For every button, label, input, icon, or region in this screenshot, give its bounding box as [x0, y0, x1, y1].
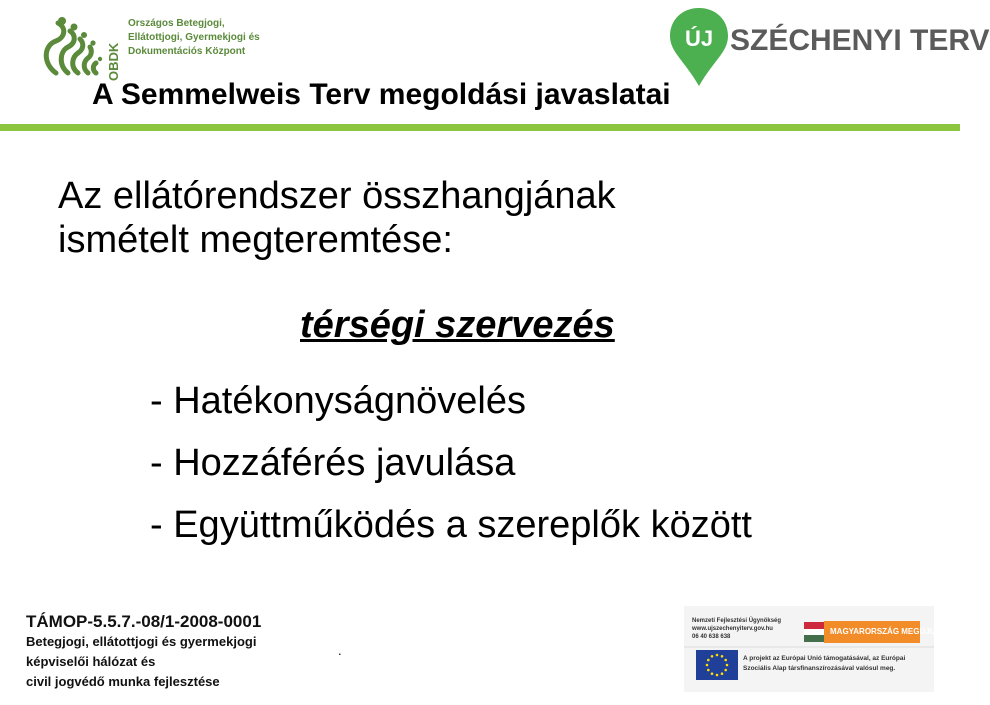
highlight-heading: térségi szervezés [300, 304, 615, 346]
lead-line: ismételt megteremtése: [58, 219, 453, 261]
uj-badge-icon [668, 6, 730, 88]
project-line: Betegjogi, ellátottjogi és gyermekjogi [26, 634, 257, 649]
eu-line: A projekt az Európai Unió támogatásával, az Európai [743, 655, 906, 662]
agency-line: www.ujszechenyiterv.gov.hu [692, 626, 773, 632]
project-info [26, 612, 261, 692]
obdk-line: Ellátottjogi, Gyermekjogi és [128, 32, 260, 43]
szechenyi-terv-text: SZÉCHENYI TERV [730, 24, 990, 57]
uj-badge-text: ÚJ [684, 26, 714, 51]
obdk-name [128, 17, 260, 59]
project-line: képviselői hálózat és [26, 654, 156, 669]
footer-dot: . [338, 643, 342, 658]
agency-line: 06 40 638 638 [692, 634, 731, 640]
eu-funding-text [743, 654, 905, 674]
eu-flag-icon [696, 650, 738, 680]
title-divider [0, 124, 960, 131]
obdk-acronym: OBDK [106, 42, 121, 81]
lead-text [58, 174, 918, 262]
renewal-banner-text: MAGYARORSZÁG MEGÚJUL [830, 627, 941, 636]
project-code: TÁMOP-5.5.7.-08/1-2008-0001 [26, 612, 262, 631]
lead-line: Az ellátórendszer összhangjának [58, 175, 616, 217]
eu-line: Szociális Alap társfinanszírozásával valósul meg. [743, 665, 896, 672]
bullet-item: - Együttműködés a szereplők között [150, 504, 752, 546]
obdk-line: Országos Betegjogi, [128, 18, 225, 29]
agency-line: Nemzeti Fejlesztési Ügynökség [692, 618, 782, 624]
project-line: civil jogvédő munka fejlesztése [26, 674, 220, 689]
agency-info [692, 617, 781, 641]
slide-title: A Semmelweis Terv megoldási javaslatai [92, 78, 671, 111]
bullet-item: - Hatékonyságnövelés [150, 380, 526, 422]
obdk-line: Dokumentációs Központ [128, 46, 246, 57]
bullet-list [150, 370, 752, 556]
bullet-item: - Hozzáférés javulása [150, 442, 516, 484]
hungarian-flag-icon [804, 622, 824, 642]
